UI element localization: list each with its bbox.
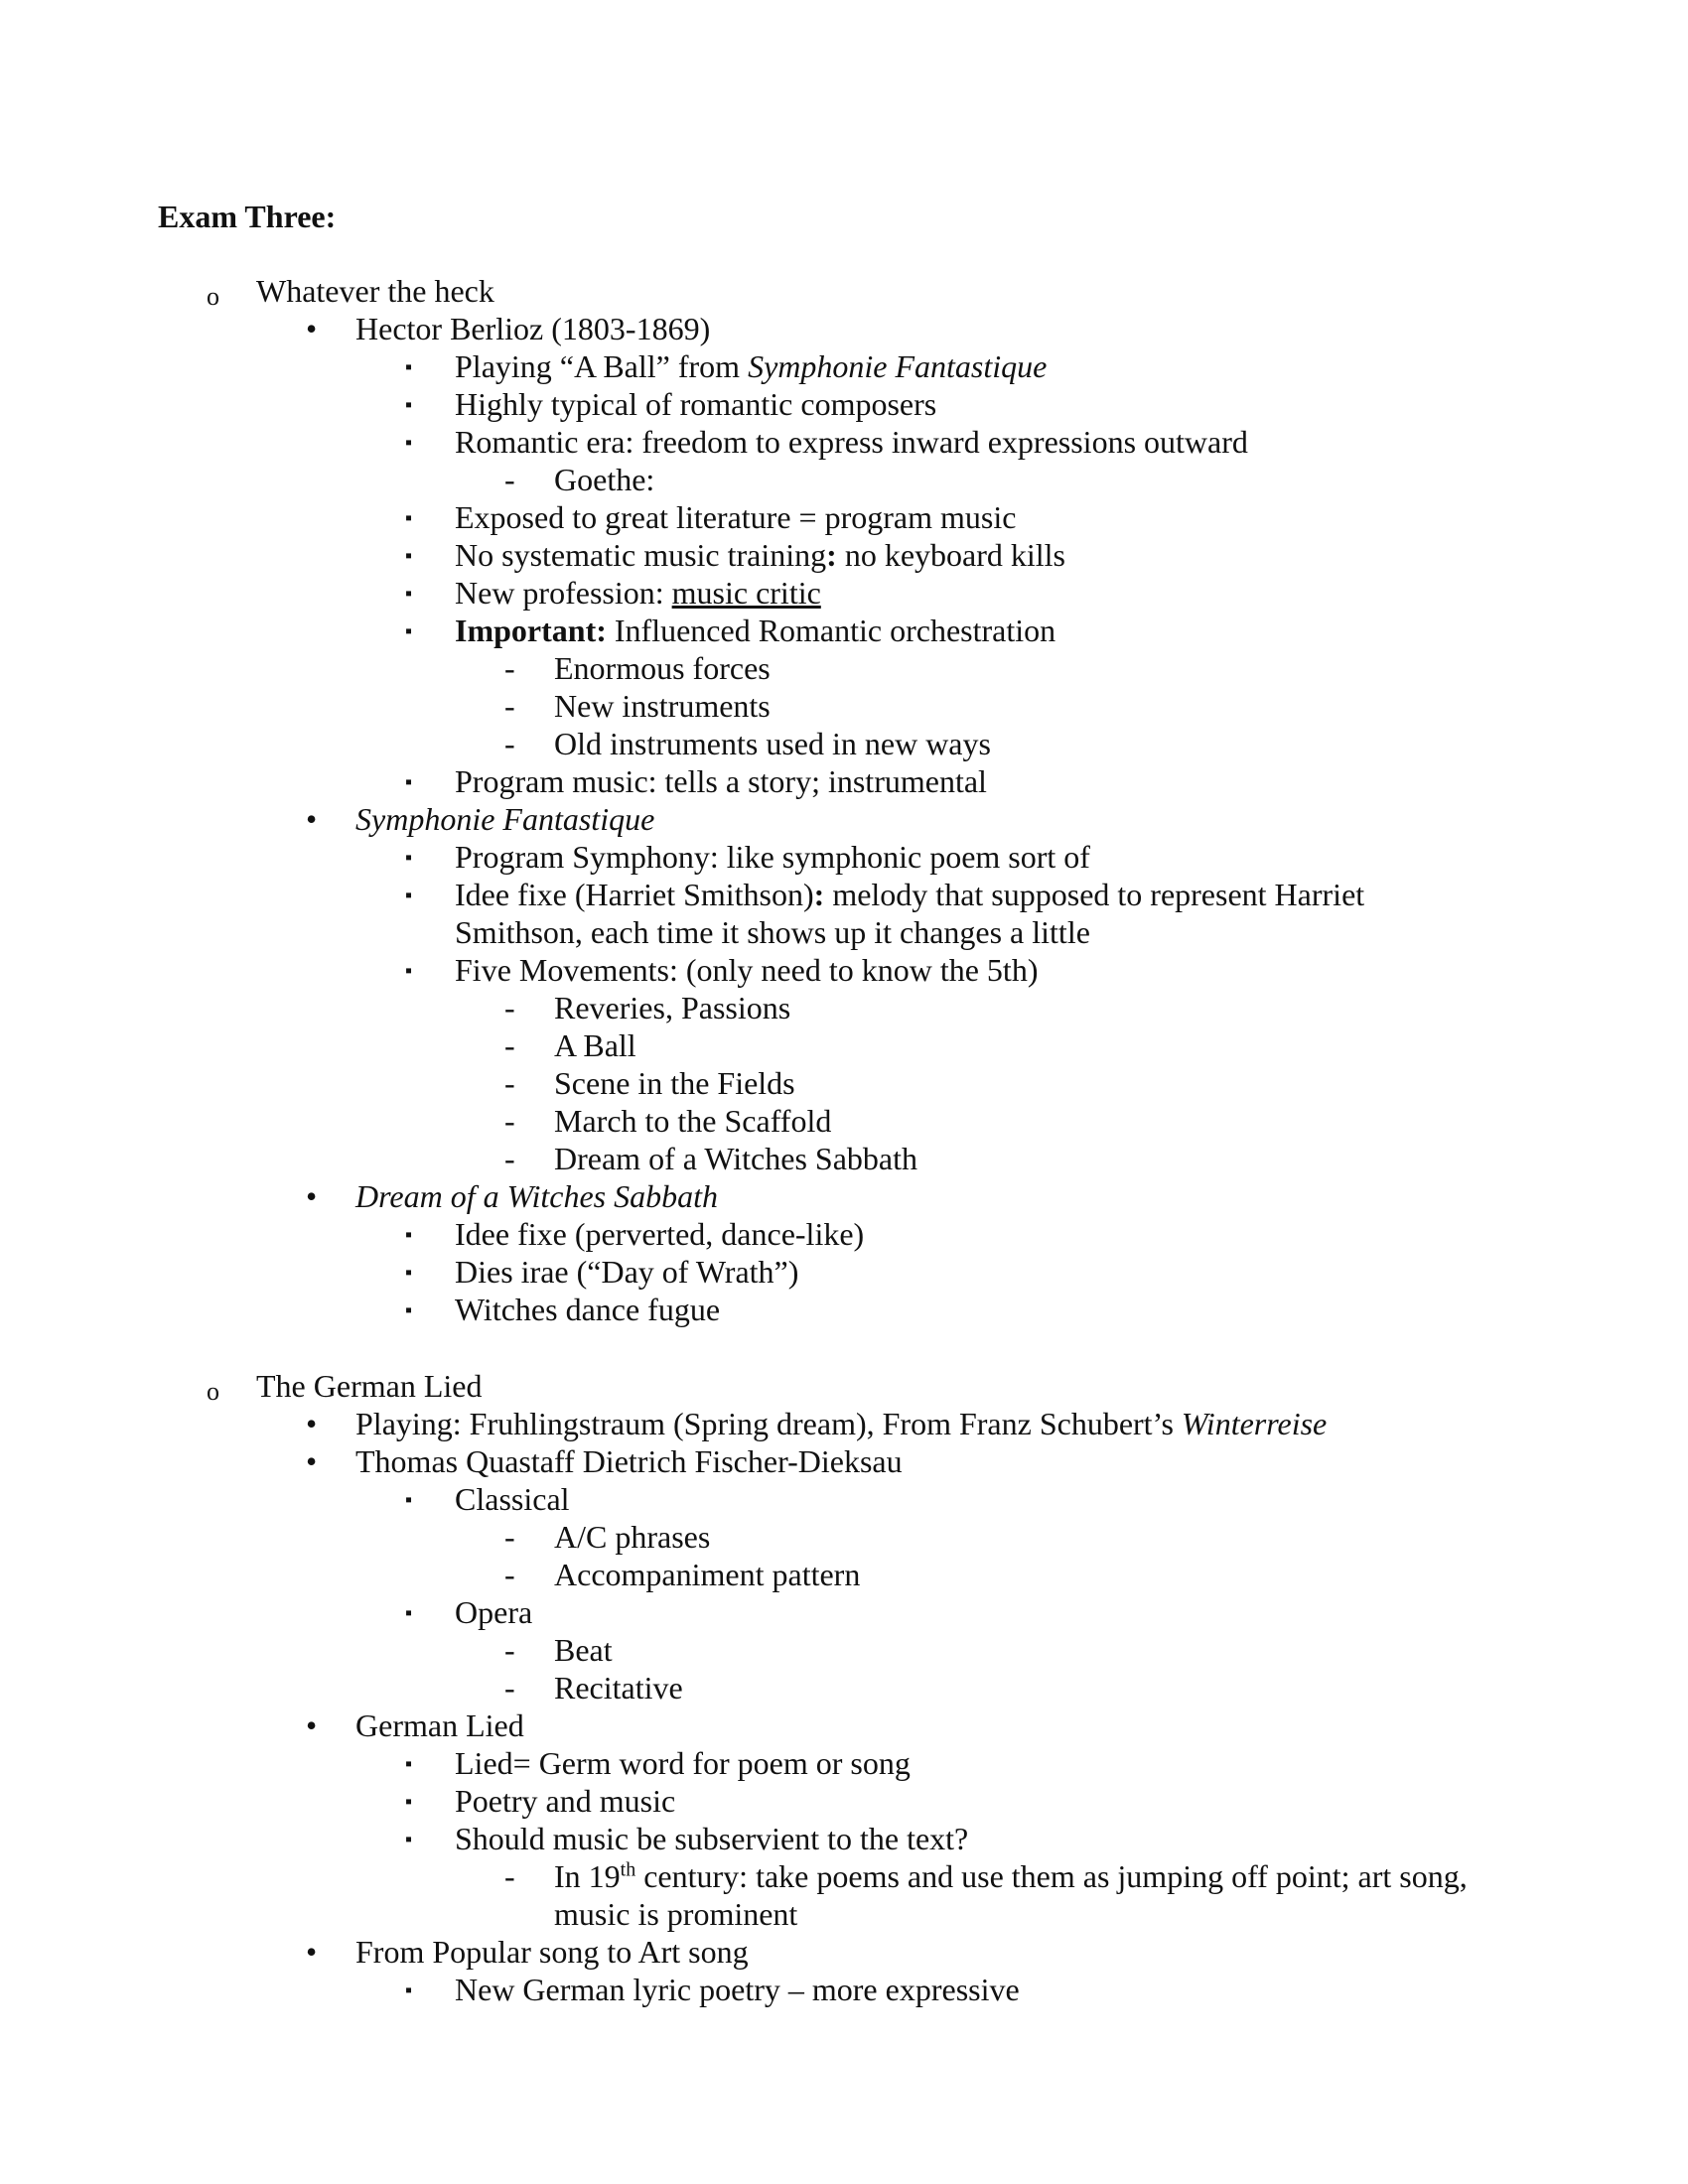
dash-bullet-icon: - — [504, 1557, 515, 1592]
square-bullet-icon: ▪ — [405, 583, 413, 605]
outline-item: Important: Influenced Romantic orchestration — [455, 613, 1056, 648]
disc-bullet-icon: • — [306, 1406, 318, 1441]
outline-item: Recitative — [554, 1670, 683, 1706]
outline-item: Symphonie Fantastique — [355, 801, 655, 837]
list-item: Scene in the Fields — [554, 1065, 795, 1101]
circle-bullet-icon: o — [207, 1377, 219, 1406]
outline-item: From Popular song to Art song — [355, 1934, 749, 1970]
list-item: A Ball — [554, 1027, 636, 1063]
outline-item: Hector Berlioz (1803-1869) — [355, 311, 711, 346]
outline-item: New German lyric poetry – more expressive — [455, 1972, 1020, 2007]
outline-item: Beat — [554, 1632, 613, 1668]
dash-bullet-icon: - — [504, 688, 515, 724]
outline-item: Dream of a Witches Sabbath — [355, 1178, 718, 1214]
dash-bullet-icon: - — [504, 1519, 515, 1555]
dash-bullet-icon: - — [504, 1141, 515, 1176]
dash-bullet-icon: - — [504, 726, 515, 761]
outline-item: No systematic music training: no keyboard kills — [455, 537, 1065, 573]
square-bullet-icon: ▪ — [405, 960, 413, 982]
dash-bullet-icon: - — [504, 1858, 515, 1894]
square-bullet-icon: ▪ — [405, 847, 413, 869]
disc-bullet-icon: • — [306, 311, 318, 346]
square-bullet-icon: ▪ — [405, 356, 413, 378]
outline-item: German Lied — [355, 1707, 524, 1743]
list-item: Idee fixe (perverted, dance-like) — [455, 1216, 865, 1252]
outline-item-continuation: music is prominent — [554, 1896, 798, 1932]
outline-item: In 19th century: take poems and use them as jumping off point; art song, — [554, 1858, 1468, 1894]
square-bullet-icon: ▪ — [405, 1791, 413, 1813]
square-bullet-icon: ▪ — [405, 1753, 413, 1775]
dash-bullet-icon: - — [504, 1670, 515, 1706]
outline-item: Thomas Quastaff Dietrich Fischer-Dieksau — [355, 1443, 903, 1479]
list-item: Reveries, Passions — [554, 990, 791, 1025]
outline-item: Highly typical of romantic composers — [455, 386, 937, 422]
square-bullet-icon: ▪ — [405, 771, 413, 793]
dash-bullet-icon: - — [504, 1027, 515, 1063]
outline-item: Classical — [455, 1481, 570, 1517]
square-bullet-icon: ▪ — [405, 1224, 413, 1246]
square-bullet-icon: ▪ — [405, 885, 413, 906]
list-item: March to the Scaffold — [554, 1103, 832, 1139]
outline-item: A/C phrases — [554, 1519, 711, 1555]
disc-bullet-icon: • — [306, 1443, 318, 1479]
dash-bullet-icon: - — [504, 1632, 515, 1668]
disc-bullet-icon: • — [306, 1178, 318, 1214]
square-bullet-icon: ▪ — [405, 1489, 413, 1511]
dash-bullet-icon: - — [504, 1103, 515, 1139]
outline-item: Playing “A Ball” from Symphonie Fantastique — [455, 348, 1048, 384]
outline-item: Lied= Germ word for poem or song — [455, 1745, 911, 1781]
list-item: Dream of a Witches Sabbath — [554, 1141, 917, 1176]
dash-bullet-icon: - — [504, 990, 515, 1025]
outline-item: Exposed to great literature = program music — [455, 499, 1017, 535]
page-title: Exam Three: — [158, 199, 337, 234]
square-bullet-icon: ▪ — [405, 1979, 413, 2001]
section-heading: Whatever the heck — [256, 273, 494, 309]
square-bullet-icon: ▪ — [405, 545, 413, 567]
outline-item: Old instruments used in new ways — [554, 726, 991, 761]
square-bullet-icon: ▪ — [405, 507, 413, 529]
outline-item: Program Symphony: like symphonic poem sort of — [455, 839, 1090, 875]
square-bullet-icon: ▪ — [405, 394, 413, 416]
square-bullet-icon: ▪ — [405, 1602, 413, 1624]
section-heading: The German Lied — [256, 1368, 483, 1404]
disc-bullet-icon: • — [306, 801, 318, 837]
outline-item: Should music be subservient to the text? — [455, 1821, 969, 1856]
outline-item: Program music: tells a story; instrumental — [455, 763, 987, 799]
list-item: Dies irae (“Day of Wrath”) — [455, 1254, 799, 1290]
square-bullet-icon: ▪ — [405, 432, 413, 454]
square-bullet-icon: ▪ — [405, 1299, 413, 1321]
outline-item: Goethe: — [554, 462, 655, 497]
dash-bullet-icon: - — [504, 1065, 515, 1101]
outline-item: New profession: music critic — [455, 575, 821, 611]
outline-item: New instruments — [554, 688, 771, 724]
dash-bullet-icon: - — [504, 650, 515, 686]
disc-bullet-icon: • — [306, 1934, 318, 1970]
outline-item: Playing: Fruhlingstraum (Spring dream), From Franz Schubert’s Winterreise — [355, 1406, 1328, 1441]
list-item: Witches dance fugue — [455, 1292, 721, 1327]
outline-item: Enormous forces — [554, 650, 771, 686]
circle-bullet-icon: o — [207, 282, 219, 311]
outline-item: Romantic era: freedom to express inward expressions outward — [455, 424, 1248, 460]
square-bullet-icon: ▪ — [405, 1262, 413, 1284]
dash-bullet-icon: - — [504, 462, 515, 497]
outline-item: Opera — [455, 1594, 533, 1630]
outline-item-continuation: Smithson, each time it shows up it changes a little — [455, 914, 1090, 950]
outline-item: Poetry and music — [455, 1783, 676, 1819]
disc-bullet-icon: • — [306, 1707, 318, 1743]
outline-item: Accompaniment pattern — [554, 1557, 861, 1592]
outline-item: Five Movements: (only need to know the 5th) — [455, 952, 1039, 988]
square-bullet-icon: ▪ — [405, 620, 413, 642]
square-bullet-icon: ▪ — [405, 1829, 413, 1850]
outline-item: Idee fixe (Harriet Smithson): melody that supposed to represent Harriet — [455, 877, 1365, 912]
